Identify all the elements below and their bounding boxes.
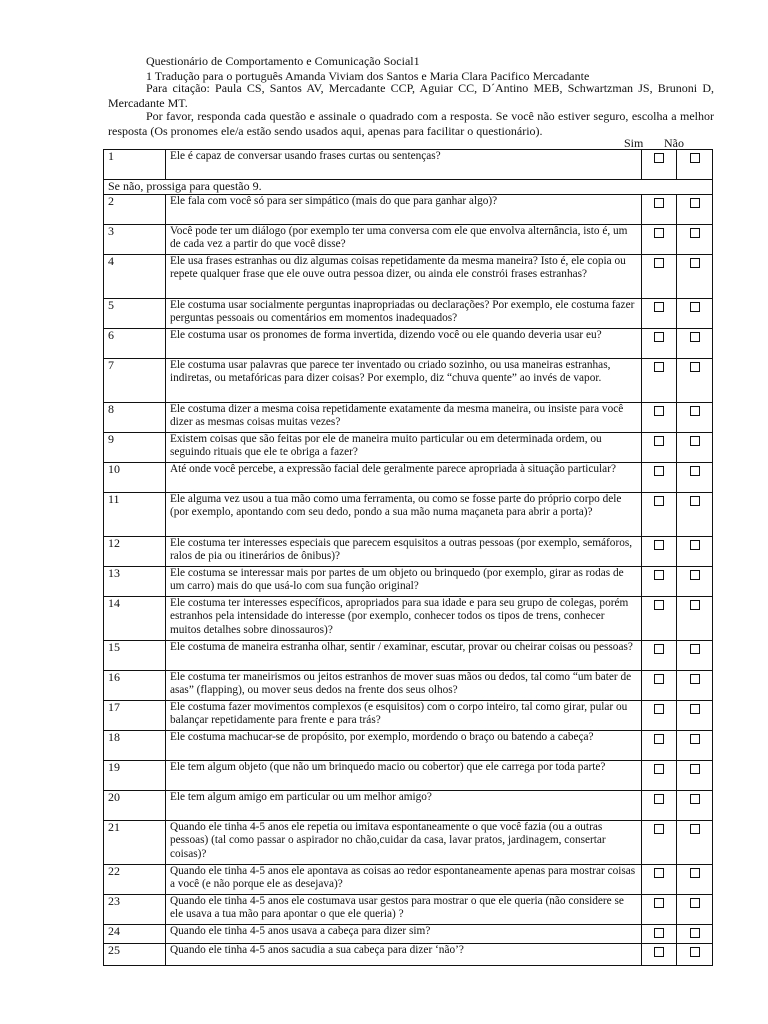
question-text: Ele tem algum amigo em particular ou um melhor amigo? [166, 790, 642, 820]
document-title: Questionário de Comportamento e Comunicação Social1 [146, 54, 420, 68]
no-checkbox[interactable] [690, 928, 700, 938]
question-number: 8 [104, 402, 166, 432]
no-checkbox[interactable] [690, 674, 700, 684]
answer-yes-cell [642, 670, 677, 700]
question-number: 25 [104, 943, 166, 965]
question-text: Até onde você percebe, a expressão facial dele geralmente parece apropriada à situação particular? [166, 462, 642, 492]
answer-no-cell [677, 670, 713, 700]
question-text: Quando ele tinha 4-5 anos ele apontava as coisas ao redor espontaneamente apenas para mostrar coisas a você (e não porque ele as desejava)? [166, 864, 642, 894]
question-text: Ele costuma usar socialmente perguntas inapropriadas ou declarações? Por exemplo, ele costuma fazer perguntas pessoais ou comentários em momentos inadequados? [166, 298, 642, 328]
question-text: Ele costuma usar os pronomes de forma invertida, dizendo você ou ele quando deveria usar eu? [166, 328, 642, 358]
translation-footnote: 1 Tradução para o português Amanda Viviam dos Santos e Maria Clara Pacifico Mercadante [146, 69, 590, 83]
yes-checkbox[interactable] [654, 406, 664, 416]
no-checkbox[interactable] [690, 704, 700, 714]
answer-yes-cell [642, 432, 677, 462]
answer-no-cell [677, 402, 713, 432]
question-text: Quando ele tinha 4-5 anos ele costumava usar gestos para mostrar o que ele queria (não considere se ele usava a tua mão para apontar o que ele queria) ? [166, 894, 642, 924]
yes-checkbox[interactable] [654, 332, 664, 342]
question-row [104, 894, 713, 924]
answer-yes-cell [642, 700, 677, 730]
question-row [104, 402, 713, 432]
answer-yes-cell [642, 790, 677, 820]
answer-no-cell [677, 730, 713, 760]
answer-yes-cell [642, 492, 677, 536]
question-row [104, 760, 713, 790]
question-number: 22 [104, 864, 166, 894]
answer-no-cell [677, 864, 713, 894]
question-number: 24 [104, 924, 166, 943]
question-row [104, 730, 713, 760]
yes-checkbox[interactable] [654, 947, 664, 957]
question-text: Quando ele tinha 4-5 anos sacudia a sua cabeça para dizer ‘não’? [166, 943, 642, 965]
no-checkbox[interactable] [690, 406, 700, 416]
no-checkbox[interactable] [690, 898, 700, 908]
no-checkbox[interactable] [690, 466, 700, 476]
no-checkbox[interactable] [690, 947, 700, 957]
question-text: Quando ele tinha 4-5 anos ele repetia ou imitava espontaneamente o que você fazia (ou a outras pessoas) (tal como passar o aspirador no chão,cuidar da casa, lavar pratos, jardinagem, consertar coisas)? [166, 820, 642, 864]
answer-no-cell [677, 462, 713, 492]
question-number: 4 [104, 254, 166, 298]
yes-checkbox[interactable] [654, 928, 664, 938]
question-text: Existem coisas que são feitas por ele de maneira muito particular ou em determinada ordem, ou seguindo rituais que ele te obriga a fazer? [166, 432, 642, 462]
question-number: 21 [104, 820, 166, 864]
question-number: 16 [104, 670, 166, 700]
answer-no-cell [677, 760, 713, 790]
answer-yes-cell [642, 730, 677, 760]
answer-yes-cell [642, 150, 677, 180]
answer-no-cell [677, 536, 713, 566]
question-number: 1 [104, 150, 166, 180]
question-row [104, 790, 713, 820]
skip-note: Se não, prossiga para questão 9. [104, 180, 713, 195]
question-number: 23 [104, 894, 166, 924]
answer-no-cell [677, 150, 713, 180]
question-row [104, 254, 713, 298]
no-checkbox[interactable] [690, 868, 700, 878]
question-text: Ele costuma ter interesses especiais que parecem esquisitos a outras pessoas (por exemplo, semáforos, ralos de pia ou itinerários de ônibus)? [166, 536, 642, 566]
yes-checkbox[interactable] [654, 228, 664, 238]
yes-checkbox[interactable] [654, 734, 664, 744]
question-row [104, 358, 713, 402]
question-number: 10 [104, 462, 166, 492]
answer-no-cell [677, 358, 713, 402]
answer-yes-cell [642, 640, 677, 670]
question-number: 5 [104, 298, 166, 328]
answer-yes-cell [642, 894, 677, 924]
answer-no-cell [677, 924, 713, 943]
no-checkbox[interactable] [690, 436, 700, 446]
instructions: Por favor, responda cada questão e assinale o quadrado com a resposta. Se você não estiver seguro, escolha a melhor resposta (Os pronomes ele/a estão sendo usados aqui, apenas para facilitar o questionário). [108, 109, 714, 138]
yes-checkbox[interactable] [654, 824, 664, 834]
question-row [104, 943, 713, 965]
answer-no-cell [677, 492, 713, 536]
question-row [104, 462, 713, 492]
answer-no-cell [677, 700, 713, 730]
answer-no-cell [677, 432, 713, 462]
answer-yes-cell [642, 328, 677, 358]
question-row [104, 298, 713, 328]
answer-yes-cell [642, 224, 677, 254]
question-number: 7 [104, 358, 166, 402]
no-checkbox[interactable] [690, 644, 700, 654]
question-number: 12 [104, 536, 166, 566]
question-text: Ele tem algum objeto (que não um brinquedo macio ou cobertor) que ele carrega por toda parte? [166, 760, 642, 790]
yes-checkbox[interactable] [654, 570, 664, 580]
yes-checkbox[interactable] [654, 436, 664, 446]
answer-no-cell [677, 566, 713, 596]
no-checkbox[interactable] [690, 764, 700, 774]
question-row [104, 194, 713, 224]
yes-checkbox[interactable] [654, 868, 664, 878]
question-number: 17 [104, 700, 166, 730]
answer-yes-cell [642, 254, 677, 298]
answer-yes-cell [642, 462, 677, 492]
answer-no-cell [677, 894, 713, 924]
no-checkbox[interactable] [690, 228, 700, 238]
answer-yes-cell [642, 596, 677, 640]
yes-checkbox[interactable] [654, 466, 664, 476]
answer-no-cell [677, 254, 713, 298]
question-number: 6 [104, 328, 166, 358]
question-row [104, 224, 713, 254]
answer-no-cell [677, 194, 713, 224]
citation: Para citação: Paula CS, Santos AV, Mercadante CCP, Aguiar CC, D´Antino MEB, Schwartzman JS, Brunoni D, Mercadante MT. [108, 81, 714, 110]
answer-yes-cell [642, 943, 677, 965]
answer-yes-cell [642, 536, 677, 566]
answer-no-cell [677, 820, 713, 864]
yes-checkbox[interactable] [654, 764, 664, 774]
answer-no-cell [677, 640, 713, 670]
question-number: 2 [104, 194, 166, 224]
no-checkbox[interactable] [690, 824, 700, 834]
yes-checkbox[interactable] [654, 153, 664, 163]
yes-checkbox[interactable] [654, 644, 664, 654]
question-number: 13 [104, 566, 166, 596]
yes-checkbox[interactable] [654, 674, 664, 684]
no-checkbox[interactable] [690, 258, 700, 268]
question-text: Ele alguma vez usou a tua mão como uma ferramenta, ou como se fosse parte do próprio corpo dele (por exemplo, apontando com seu dedo, pondo a sua mão numa maçaneta para abrir a porta)? [166, 492, 642, 536]
question-row [104, 566, 713, 596]
yes-checkbox[interactable] [654, 258, 664, 268]
answer-yes-cell [642, 358, 677, 402]
question-text: Você pode ter um diálogo (por exemplo ter uma conversa com ele que envolva alternância, isto é, um de cada vez a partir do que você disse? [166, 224, 642, 254]
question-text: Ele é capaz de conversar usando frases curtas ou sentenças? [166, 150, 642, 180]
no-checkbox[interactable] [690, 362, 700, 372]
no-checkbox[interactable] [690, 198, 700, 208]
question-number: 19 [104, 760, 166, 790]
question-text: Ele costuma de maneira estranha olhar, sentir / examinar, escutar, provar ou cheirar coisas ou pessoas? [166, 640, 642, 670]
answer-no-cell [677, 596, 713, 640]
no-checkbox[interactable] [690, 794, 700, 804]
yes-checkbox[interactable] [654, 600, 664, 610]
question-number: 3 [104, 224, 166, 254]
no-checkbox[interactable] [690, 540, 700, 550]
question-row [104, 596, 713, 640]
answer-yes-cell [642, 864, 677, 894]
yes-checkbox[interactable] [654, 362, 664, 372]
no-checkbox[interactable] [690, 600, 700, 610]
answer-yes-cell [642, 820, 677, 864]
question-text: Ele costuma usar palavras que parece ter inventado ou criado sozinho, ou usa maneiras estranhas, indiretas, ou metafóricas para dizer coisas? Por exemplo, diz “chuva quente” ao invés de vapor. [166, 358, 642, 402]
yes-checkbox[interactable] [654, 898, 664, 908]
question-row [104, 864, 713, 894]
questions-table [103, 149, 713, 966]
no-checkbox[interactable] [690, 153, 700, 163]
question-row [104, 820, 713, 864]
question-row [104, 536, 713, 566]
answer-yes-cell [642, 566, 677, 596]
answer-no-cell [677, 224, 713, 254]
no-checkbox[interactable] [690, 496, 700, 506]
yes-checkbox[interactable] [654, 540, 664, 550]
question-text: Ele usa frases estranhas ou diz algumas coisas repetidamente da mesma maneira? Isto é, ele copia ou repete qualquer frase que ele ouve outra pessoa dizer, ou ainda ele constrói frases estranhas? [166, 254, 642, 298]
yes-checkbox[interactable] [654, 496, 664, 506]
answer-yes-cell [642, 194, 677, 224]
no-checkbox[interactable] [690, 734, 700, 744]
column-header-yes: Sim [624, 136, 644, 150]
answer-no-cell [677, 298, 713, 328]
question-number: 18 [104, 730, 166, 760]
question-row [104, 328, 713, 358]
question-text: Ele costuma machucar-se de propósito, por exemplo, mordendo o braço ou batendo a cabeça? [166, 730, 642, 760]
question-number: 15 [104, 640, 166, 670]
no-checkbox[interactable] [690, 302, 700, 312]
answer-no-cell [677, 790, 713, 820]
yes-checkbox[interactable] [654, 302, 664, 312]
question-row [104, 670, 713, 700]
question-row [104, 924, 713, 943]
question-text: Ele fala com você só para ser simpático (mais do que para ganhar algo)? [166, 194, 642, 224]
question-text: Ele costuma fazer movimentos complexos (e esquisitos) com o corpo inteiro, tal como girar, pular ou balançar repetidamente para frente e para trás? [166, 700, 642, 730]
question-text: Quando ele tinha 4-5 anos usava a cabeça para dizer sim? [166, 924, 642, 943]
question-row [104, 150, 713, 180]
no-checkbox[interactable] [690, 332, 700, 342]
question-text: Ele costuma se interessar mais por partes de um objeto ou brinquedo (por exemplo, girar as rodas de um carro) mais do que usá-lo com sua função original? [166, 566, 642, 596]
answer-no-cell [677, 943, 713, 965]
answer-no-cell [677, 328, 713, 358]
question-row [104, 640, 713, 670]
yes-checkbox[interactable] [654, 198, 664, 208]
question-text: Ele costuma ter interesses específicos, apropriados para sua idade e para seu grupo de colegas, porém estranhos pela intensidade do interesse (por exemplo, conhecer todos os tipos de trens, conhecer muitos detalhes sobre dinossauros)? [166, 596, 642, 640]
answer-yes-cell [642, 760, 677, 790]
question-row [104, 432, 713, 462]
no-checkbox[interactable] [690, 570, 700, 580]
question-number: 20 [104, 790, 166, 820]
yes-checkbox[interactable] [654, 704, 664, 714]
question-row [104, 492, 713, 536]
answer-yes-cell [642, 924, 677, 943]
skip-note-row [104, 180, 713, 195]
question-text: Ele costuma dizer a mesma coisa repetidamente exatamente da mesma maneira, ou insiste para você dizer as mesmas coisas muitas vezes? [166, 402, 642, 432]
question-number: 9 [104, 432, 166, 462]
column-header-no: Não [664, 136, 684, 150]
question-number: 14 [104, 596, 166, 640]
question-row [104, 700, 713, 730]
question-number: 11 [104, 492, 166, 536]
answer-yes-cell [642, 298, 677, 328]
answer-yes-cell [642, 402, 677, 432]
question-text: Ele costuma ter maneirismos ou jeitos estranhos de mover suas mãos ou dedos, tal como “um bater de asas” (flapping), ou mover seus dedos na frente dos seus olhos? [166, 670, 642, 700]
yes-checkbox[interactable] [654, 794, 664, 804]
